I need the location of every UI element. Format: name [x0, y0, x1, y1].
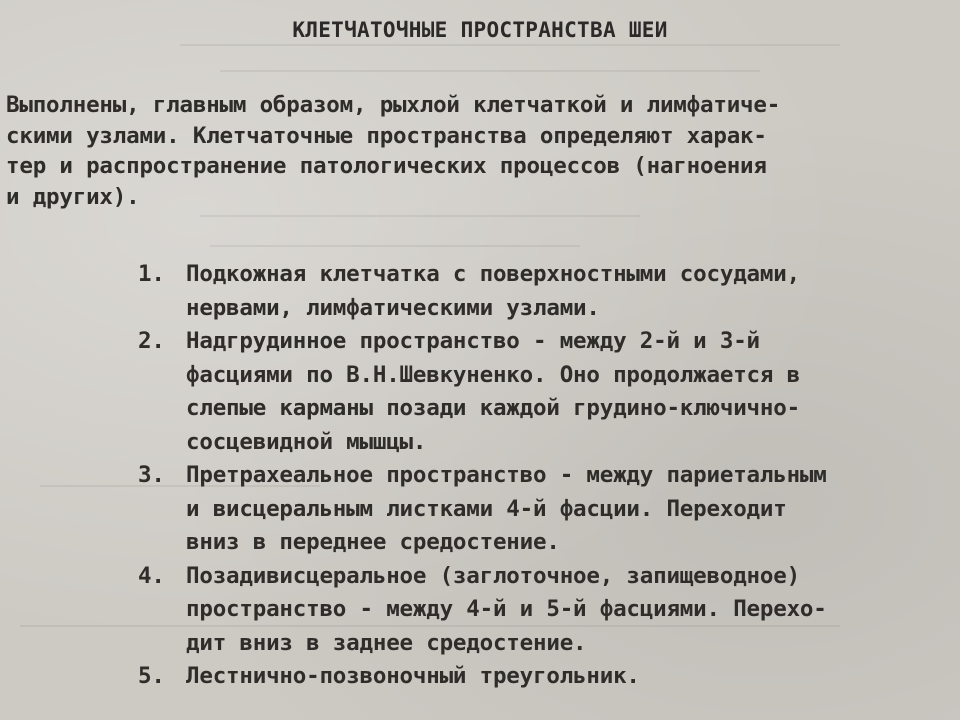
list-item-line: фасциями по В.Н.Шевкуненко. Оно продолжается в — [186, 361, 800, 388]
page-title: КЛЕТЧАТОЧНЫЕ ПРОСТРАНСТВА ШЕИ — [292, 18, 668, 42]
list-item-line: сосцевидной мышцы. — [186, 428, 427, 455]
bleed-through-line — [200, 215, 640, 217]
list-item-number: 3. — [138, 462, 165, 488]
list-item-line: Подкожная клетчатка с поверхностными сосудами, — [186, 261, 800, 287]
numbered-list — [138, 258, 953, 694]
list-item — [138, 258, 953, 325]
list-item-number: 1. — [138, 261, 165, 287]
bleed-through-line — [210, 245, 580, 247]
list-item — [138, 459, 953, 560]
intro-line: Выполнены, главным образом, рыхлой клетчаткой и лимфатиче- — [6, 92, 781, 118]
list-item — [138, 325, 953, 459]
list-item-line: и висцеральным листками 4-й фасции. Переходит — [186, 495, 787, 522]
intro-line: скими узлами. Клетчаточные пространства определяют харак- — [6, 122, 767, 149]
list-item-line: пространство - между 4-й и 5-й фасциями. Перехо- — [186, 596, 827, 622]
list-item-line: Надгрудинное пространство - между 2-й и 3-й — [186, 328, 760, 354]
bleed-through-line — [220, 70, 760, 72]
list-item-line: дит вниз в заднее средостение. — [186, 629, 587, 656]
list-item-line: нервами, лимфатическими узлами. — [186, 294, 600, 321]
list-item-line: Позадивисцеральное (заглоточное, запищеводное) — [186, 562, 800, 589]
list-item-line: Претрахеальное пространство - между париетальным — [186, 462, 827, 488]
bleed-through-line — [180, 44, 840, 46]
list-item — [138, 660, 953, 694]
list-item-line: вниз в переднее средостение. — [186, 529, 560, 555]
intro-paragraph — [6, 90, 946, 212]
list-item — [138, 560, 953, 661]
list-item-number: 5. — [138, 663, 165, 689]
list-item-line: слепые карманы позади каждой грудино-ключично- — [186, 395, 800, 421]
list-item-number: 2. — [138, 328, 165, 354]
list-item-number: 4. — [138, 562, 165, 589]
list-item-line: Лестнично-позвоночный треугольник. — [186, 663, 640, 689]
intro-line: и других). — [6, 183, 140, 210]
intro-line: тер и распространение патологических процессов (нагноения — [6, 153, 767, 179]
